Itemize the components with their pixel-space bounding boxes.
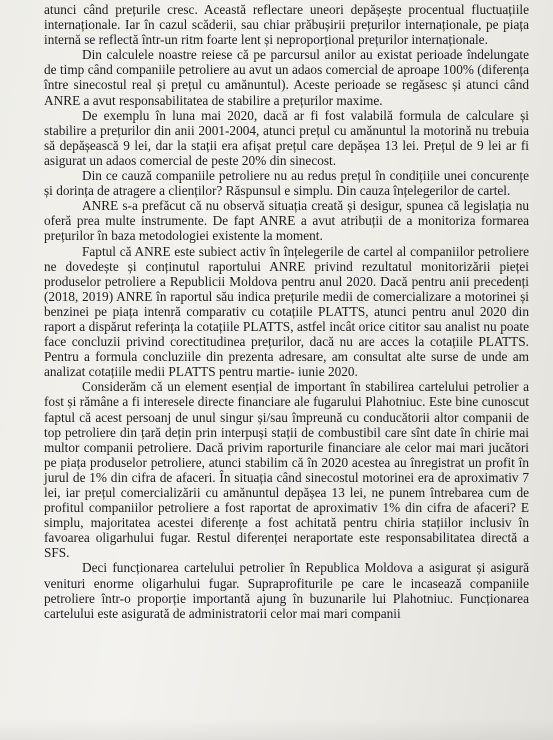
- paragraph-5: ANRE s-a prefăcut că nu observă situația creată și desigur, spunea că legislația nu oferă prea multe instrumente. De fapt ANRE a avut atribuții de a monitoriza formarea prețurilor în baza metodologiei existente la moment.: [44, 198, 529, 244]
- paragraph-1: atunci când prețurile cresc. Această reflectare uneori depășește procentual fluctuațiile internaționale. Iar în cazul scăderii, sau chiar prăbușirii prețurilor internaționale, pe piața internă se reflectă într-un ritm foarte lent și neproporțional prețurilor internaționale.: [44, 2, 529, 48]
- paragraph-3: De exemplu în luna mai 2020, dacă ar fi fost valabilă formula de calculare și stabilire a prețurilor din anii 2001-2004, atunci prețul cu amănuntul la motorină nu trebuia să depășească 9 lei, dar la stații era afișat prețul care depășea 13 lei. Prețul de 9 lei ar fi asigurat un adaos comercial de peste 20% din sinecost.: [44, 107, 529, 168]
- page-shadow: [0, 718, 553, 740]
- paragraph-4: Din ce cauză companiile petroliere nu au redus prețul în condițiile unei concurențe și dorința de atragere a clienților? Răspunsul e simplu. Din cauza înțelegerilor de cartel.: [44, 168, 529, 199]
- paragraph-8: Deci funcționarea cartelului petrolier în Republica Moldova a asigurat și asigură venituri enorme oligarhului fugar. Supraprofiturile pe care le incasează companiile petroliere într-o proporție importantă ajung în buzunarile lui Plahotniuc. Funcționarea cartelului este asigurată de administratorii celor mai mari companii: [44, 560, 529, 621]
- paragraph-6: Faptul că ANRE este subiect activ în înțelegerile de cartel al companiilor petroliere ne dovedește și conținutul raportului ANRE privind rezultatul monitorizării pieței produselor petroliere a Republicii Moldova pentru anul 2020. Dacă pentru anii precedenți (2018, 2019) ANRE în raportul său indica prețurile medii de comercializare a motorinei și benzinei pe piața intenră comparativ cu cotațiile PLATTS, atunci pentru anul 2020 din raport a dispărut referința la cotațiile PLATTS, astfel incât orice cititor sau analist nu poate face concluzii privind corectitudinea prețurilor, dacă nu are acces la cotațiile PLATTS. Pentru a formula concluziile din prezenta adresare, am consultat alte surse de unde am analizat cotațiile medii PLATTS pentru martie- iunie 2020.: [44, 243, 529, 380]
- document-body: [44, 2, 529, 621]
- paragraph-2: Din calculele noastre reiese că pe parcursul anilor au existat perioade îndelungate de timp când companiile petroliere au avut un adaos comercial de aproape 100% (diferența între sinecostul real și prețul cu amănuntul). Aceste perioade se regăsesc și atunci când ANRE a avut responsabilitatea de stabilire a prețurilor maxime.: [44, 47, 529, 108]
- paragraph-7: Considerăm că un element esențial de important în stabilirea cartelului petrolier a fost și rămâne a fi interesele directe financiare ale fugarului Plahotniuc. Este bine cunoscut faptul că acest persoanj de unul singur și/sau împreună cu conducătorii altor companii de top petroliere din țară dețin prin interpuși stații de combustibil care sînt date în chirie mai multor companii petroliere. Dacă privim raporturile financiare ale celor mai mari jucători pe piața produselor petroliere, atunci stabilim că în 2020 acestea au înregistrat un profit în jurul de 1% din cifra de afaceri. În situația când sinecostul motorinei era de aproximativ 7 lei, iar prețul comercializării cu amănuntul depășea 13 lei, ne punem întrebarea cum de profitul companiilor petroliere a fost raportat de aproximativ 1% din cifra de afaceri? E simplu, majoritatea acestei diferențe a fost achitată pentru chiria stațiilor inclusiv în favoarea oligarhului fugar. Restul diferenței neraportate este responsabilitatea directă a SFS.: [44, 379, 529, 561]
